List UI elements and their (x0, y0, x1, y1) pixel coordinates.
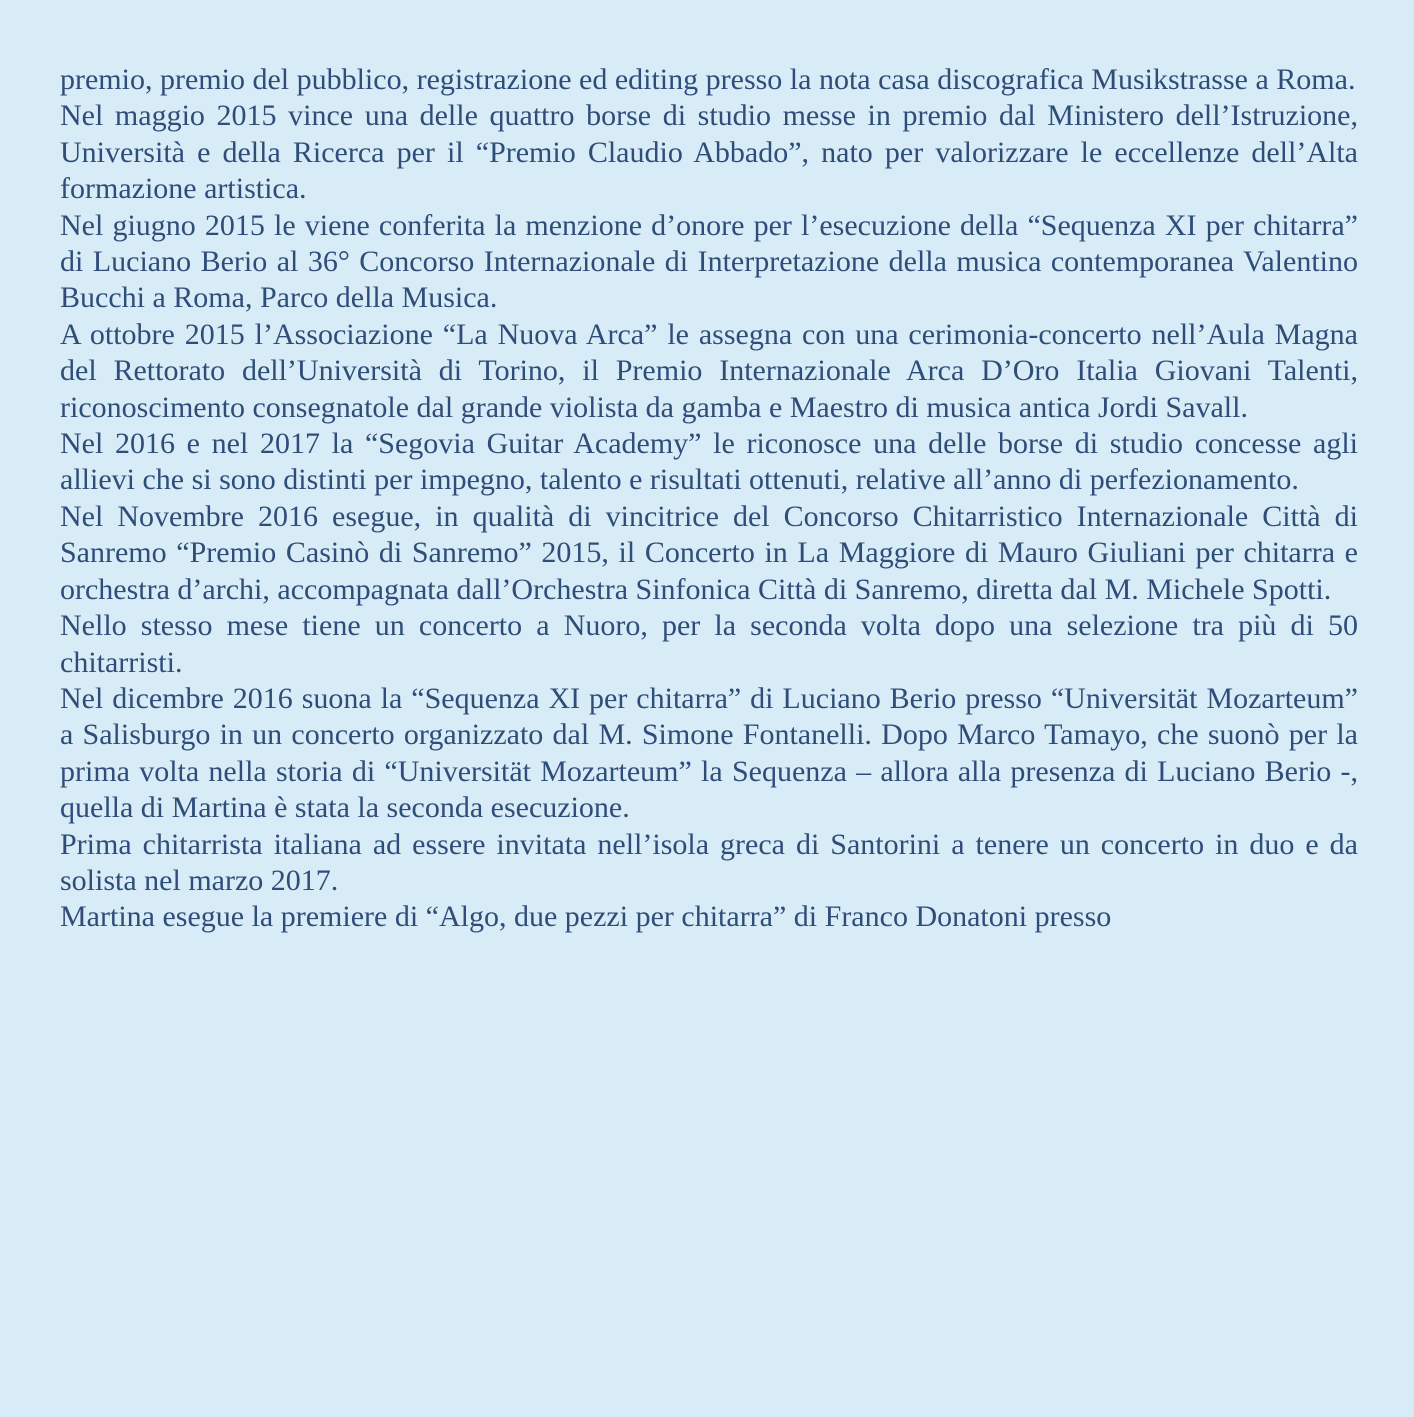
paragraph-prizes-recording: premio, premio del pubblico, registrazione ed editing presso la nota casa discografica Musikstrasse a Roma. (60, 63, 1356, 96)
paragraph-abbado-prize: Nel maggio 2015 vince una delle quattro borse di studio messe in premio dal Ministero dell’Istruzione, Università e della Ricerca per il “Premio Claudio Abbado”, nato per valorizzare le eccellenze dell’Alta formazione artistica. (60, 99, 1358, 206)
paragraph-donatoni-premiere: Martina esegue la premiere di “Algo, due pezzi per chitarra” di Franco Donatoni presso (60, 900, 1112, 934)
paragraph-nuoro-concert: Nello stesso mese tiene un concerto a Nuoro, per la seconda volta dopo una selezione tra più di 50 chitarristi. (60, 609, 1358, 679)
paragraph-segovia-academy: Nel 2016 e nel 2017 la “Segovia Guitar Academy” le riconosce una delle borse di studio concesse agli allievi che si sono distinti per impegno, talento e risultati ottenuti, relative all’anno di perfezionamento. (60, 427, 1358, 497)
paragraph-sanremo-concert: Nel Novembre 2016 esegue, in qualità di vincitrice del Concorso Chitarristico Internazionale Città di Sanremo “Premio Casinò di Sanremo” 2015, il Concerto in La Maggiore di Mauro Giuliani per chitarra e orchestra d’archi, accompagnata dall’Orchestra Sinfonica Città di Sanremo, diretta dal M. Michele Spotti. (60, 499, 1358, 606)
document-body (60, 62, 1358, 936)
paragraph-santorini: Prima chitarrista italiana ad essere invitata nell’isola greca di Santorini a tenere un concerto in duo e da solista nel marzo 2017. (60, 827, 1358, 897)
paragraph-arca-doro: A ottobre 2015 l’Associazione “La Nuova Arca” le assegna con una cerimonia-concerto nell’Aula Magna del Rettorato dell’Università di Torino, il Premio Internazionale Arca D’Oro Italia Giovani Talenti, riconoscimento consegnatole dal grande violista da gamba e Maestro di musica antica Jordi Savall. (60, 317, 1358, 424)
paragraph-bucchi-mention: Nel giugno 2015 le viene conferita la menzione d’onore per l’esecuzione della “Sequenza XI per chitarra” di Luciano Berio al 36° Concorso Internazionale di Interpretazione della musica contemporanea Valentino Bucchi a Roma, Parco della Musica. (60, 208, 1358, 315)
paragraph-mozarteum: Nel dicembre 2016 suona la “Sequenza XI per chitarra” di Luciano Berio presso “Universität Mozarteum” a Salisburgo in un concerto organizzato dal M. Simone Fontanelli. Dopo Marco Tamayo, che suonò per la prima volta nella storia di “Universität Mozarteum” la Sequenza – allora alla presenza di Luciano Berio -, quella di Martina è stata la seconda esecuzione. (60, 681, 1358, 825)
